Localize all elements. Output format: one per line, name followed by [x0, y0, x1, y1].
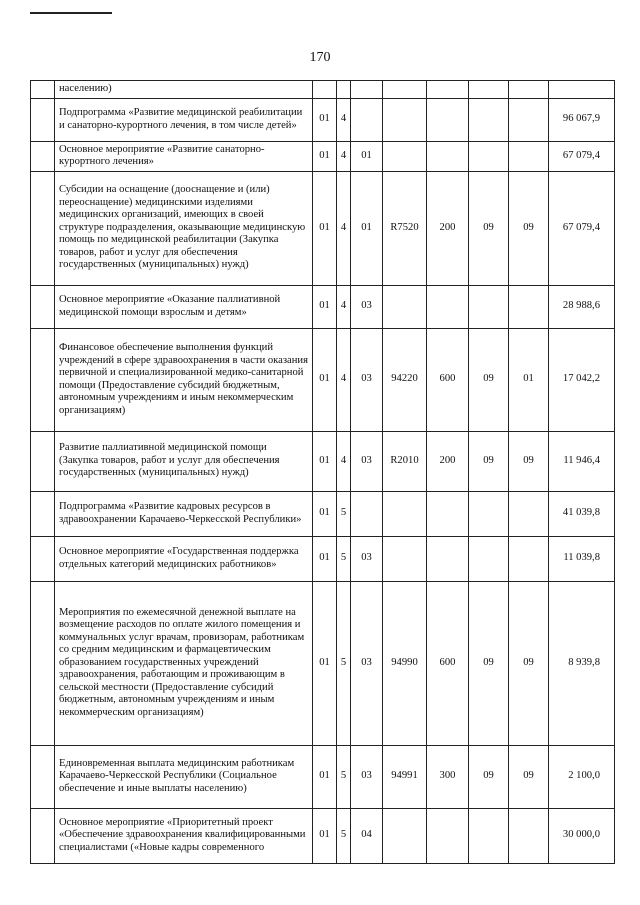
code-subsection	[509, 808, 549, 863]
code-section	[469, 491, 509, 536]
code-direction	[383, 141, 427, 171]
code-direction: 94991	[383, 745, 427, 808]
row-margin-cell	[31, 808, 55, 863]
code-subsection: 09	[509, 171, 549, 285]
row-name: Развитие паллиативной медицинской помощи (Закупка товаров, работ и услуг для обеспечения государственных (муниципальных) нужд)	[55, 431, 313, 491]
code-direction: 94220	[383, 328, 427, 431]
code-om: 03	[351, 328, 383, 431]
code-pp: 5	[337, 536, 351, 581]
amount: 8 939,8	[549, 581, 615, 745]
amount: 67 079,4	[549, 141, 615, 171]
row-name: населению)	[55, 81, 313, 99]
table-row	[31, 285, 615, 328]
code-pp	[337, 81, 351, 99]
code-section: 09	[469, 581, 509, 745]
amount: 11 946,4	[549, 431, 615, 491]
row-name: Основное мероприятие «Государственная поддержка отдельных категорий медицинских работников»	[55, 536, 313, 581]
row-name: Мероприятия по ежемесячной денежной выплате на возмещение расходов по оплате жилого помещения и коммунальных услуг врачам, провизорам, работникам со средним медицинским и фармацевтическим образованием государственных учреждений здравоохранения, работающим и проживающим в сельской местности (Предоставление субсидий бюджетным, автономным учреждениям и иным некоммерческим организациям)	[55, 581, 313, 745]
code-gp: 01	[313, 491, 337, 536]
table-row	[31, 98, 615, 141]
code-subsection	[509, 491, 549, 536]
code-expense-type	[427, 808, 469, 863]
code-direction: R2010	[383, 431, 427, 491]
code-om: 03	[351, 285, 383, 328]
amount: 96 067,9	[549, 98, 615, 141]
table-row	[31, 745, 615, 808]
code-direction	[383, 98, 427, 141]
code-section: 09	[469, 431, 509, 491]
row-name: Субсидии на оснащение (дооснащение и (или) переоснащение) медицинскими изделиями медицинских организаций, имеющих в своей структуре подразделения, оказывающие медицинскую помощь по медицинской реабилитации (Закупка товаров, работ и услуг для обеспечения государственных (муниципальных) нужд)	[55, 171, 313, 285]
row-margin-cell	[31, 328, 55, 431]
code-gp	[313, 81, 337, 99]
row-name: Основное мероприятие «Оказание паллиативной медицинской помощи взрослым и детям»	[55, 285, 313, 328]
code-gp: 01	[313, 745, 337, 808]
code-gp: 01	[313, 98, 337, 141]
code-subsection: 09	[509, 581, 549, 745]
code-subsection	[509, 285, 549, 328]
row-margin-cell	[31, 81, 55, 99]
row-margin-cell	[31, 536, 55, 581]
code-direction	[383, 536, 427, 581]
row-margin-cell	[31, 141, 55, 171]
table-row	[31, 141, 615, 171]
code-pp: 5	[337, 808, 351, 863]
amount	[549, 81, 615, 99]
table-row	[31, 328, 615, 431]
code-gp: 01	[313, 285, 337, 328]
amount: 17 042,2	[549, 328, 615, 431]
amount: 41 039,8	[549, 491, 615, 536]
code-om	[351, 98, 383, 141]
row-margin-cell	[31, 171, 55, 285]
row-margin-cell	[31, 285, 55, 328]
code-pp: 4	[337, 98, 351, 141]
code-gp: 01	[313, 141, 337, 171]
table-row	[31, 431, 615, 491]
code-expense-type: 200	[427, 431, 469, 491]
code-gp: 01	[313, 171, 337, 285]
table-row	[31, 581, 615, 745]
code-subsection: 01	[509, 328, 549, 431]
code-subsection	[509, 81, 549, 99]
code-om: 03	[351, 581, 383, 745]
amount: 28 988,6	[549, 285, 615, 328]
row-name: Подпрограмма «Развитие кадровых ресурсов в здравоохранении Карачаево-Черкесской Республики»	[55, 491, 313, 536]
row-name: Основное мероприятие «Развитие санаторно-курортного лечения»	[55, 141, 313, 171]
amount: 67 079,4	[549, 171, 615, 285]
code-expense-type: 600	[427, 581, 469, 745]
code-gp: 01	[313, 808, 337, 863]
row-margin-cell	[31, 581, 55, 745]
code-section	[469, 808, 509, 863]
code-om	[351, 81, 383, 99]
row-name: Единовременная выплата медицинским работникам Карачаево-Черкесской Республики (Социальное обеспечение и иные выплаты населению)	[55, 745, 313, 808]
code-direction	[383, 81, 427, 99]
code-expense-type	[427, 141, 469, 171]
row-margin-cell	[31, 98, 55, 141]
table-row	[31, 171, 615, 285]
code-section	[469, 81, 509, 99]
amount: 2 100,0	[549, 745, 615, 808]
code-direction: 94990	[383, 581, 427, 745]
code-om: 01	[351, 141, 383, 171]
amount: 11 039,8	[549, 536, 615, 581]
code-section	[469, 536, 509, 581]
code-expense-type	[427, 536, 469, 581]
code-pp: 5	[337, 745, 351, 808]
row-name: Основное мероприятие «Приоритетный проект «Обеспечение здравоохранения квалифицированными специалистами («Новые кадры современного	[55, 808, 313, 863]
code-om	[351, 491, 383, 536]
code-expense-type: 200	[427, 171, 469, 285]
code-expense-type	[427, 81, 469, 99]
code-pp: 4	[337, 171, 351, 285]
code-subsection	[509, 141, 549, 171]
code-direction	[383, 285, 427, 328]
row-margin-cell	[31, 431, 55, 491]
table-row	[31, 536, 615, 581]
code-om: 03	[351, 745, 383, 808]
code-om: 01	[351, 171, 383, 285]
code-direction	[383, 808, 427, 863]
code-section: 09	[469, 328, 509, 431]
code-subsection: 09	[509, 745, 549, 808]
code-section	[469, 98, 509, 141]
code-pp: 4	[337, 431, 351, 491]
code-expense-type	[427, 285, 469, 328]
row-margin-cell	[31, 491, 55, 536]
code-om: 04	[351, 808, 383, 863]
code-expense-type	[427, 491, 469, 536]
code-pp: 4	[337, 328, 351, 431]
budget-table	[30, 80, 615, 864]
code-subsection: 09	[509, 431, 549, 491]
code-gp: 01	[313, 581, 337, 745]
code-subsection	[509, 536, 549, 581]
row-name: Финансовое обеспечение выполнения функций учреждений в сфере здравоохранения в части оказания первичной и специализированной медико-санитарной помощи (Предоставление субсидий бюджетным, автономным учреждениям и иным некоммерческим организациям)	[55, 328, 313, 431]
code-pp: 5	[337, 581, 351, 745]
code-om: 03	[351, 536, 383, 581]
code-gp: 01	[313, 536, 337, 581]
row-name: Подпрограмма «Развитие медицинской реабилитации и санаторно-курортного лечения, в том числе детей»	[55, 98, 313, 141]
amount: 30 000,0	[549, 808, 615, 863]
code-subsection	[509, 98, 549, 141]
code-section	[469, 285, 509, 328]
code-section: 09	[469, 745, 509, 808]
code-gp: 01	[313, 431, 337, 491]
code-section	[469, 141, 509, 171]
row-margin-cell	[31, 745, 55, 808]
code-gp: 01	[313, 328, 337, 431]
table-row	[31, 808, 615, 863]
code-pp: 4	[337, 141, 351, 171]
page-number: 170	[309, 50, 331, 65]
code-om: 03	[351, 431, 383, 491]
code-direction	[383, 491, 427, 536]
code-expense-type: 600	[427, 328, 469, 431]
code-expense-type: 300	[427, 745, 469, 808]
table-row	[31, 491, 615, 536]
table-row	[31, 81, 615, 99]
code-expense-type	[427, 98, 469, 141]
code-direction: R7520	[383, 171, 427, 285]
code-pp: 5	[337, 491, 351, 536]
code-pp: 4	[337, 285, 351, 328]
code-section: 09	[469, 171, 509, 285]
top-rule	[30, 12, 112, 14]
